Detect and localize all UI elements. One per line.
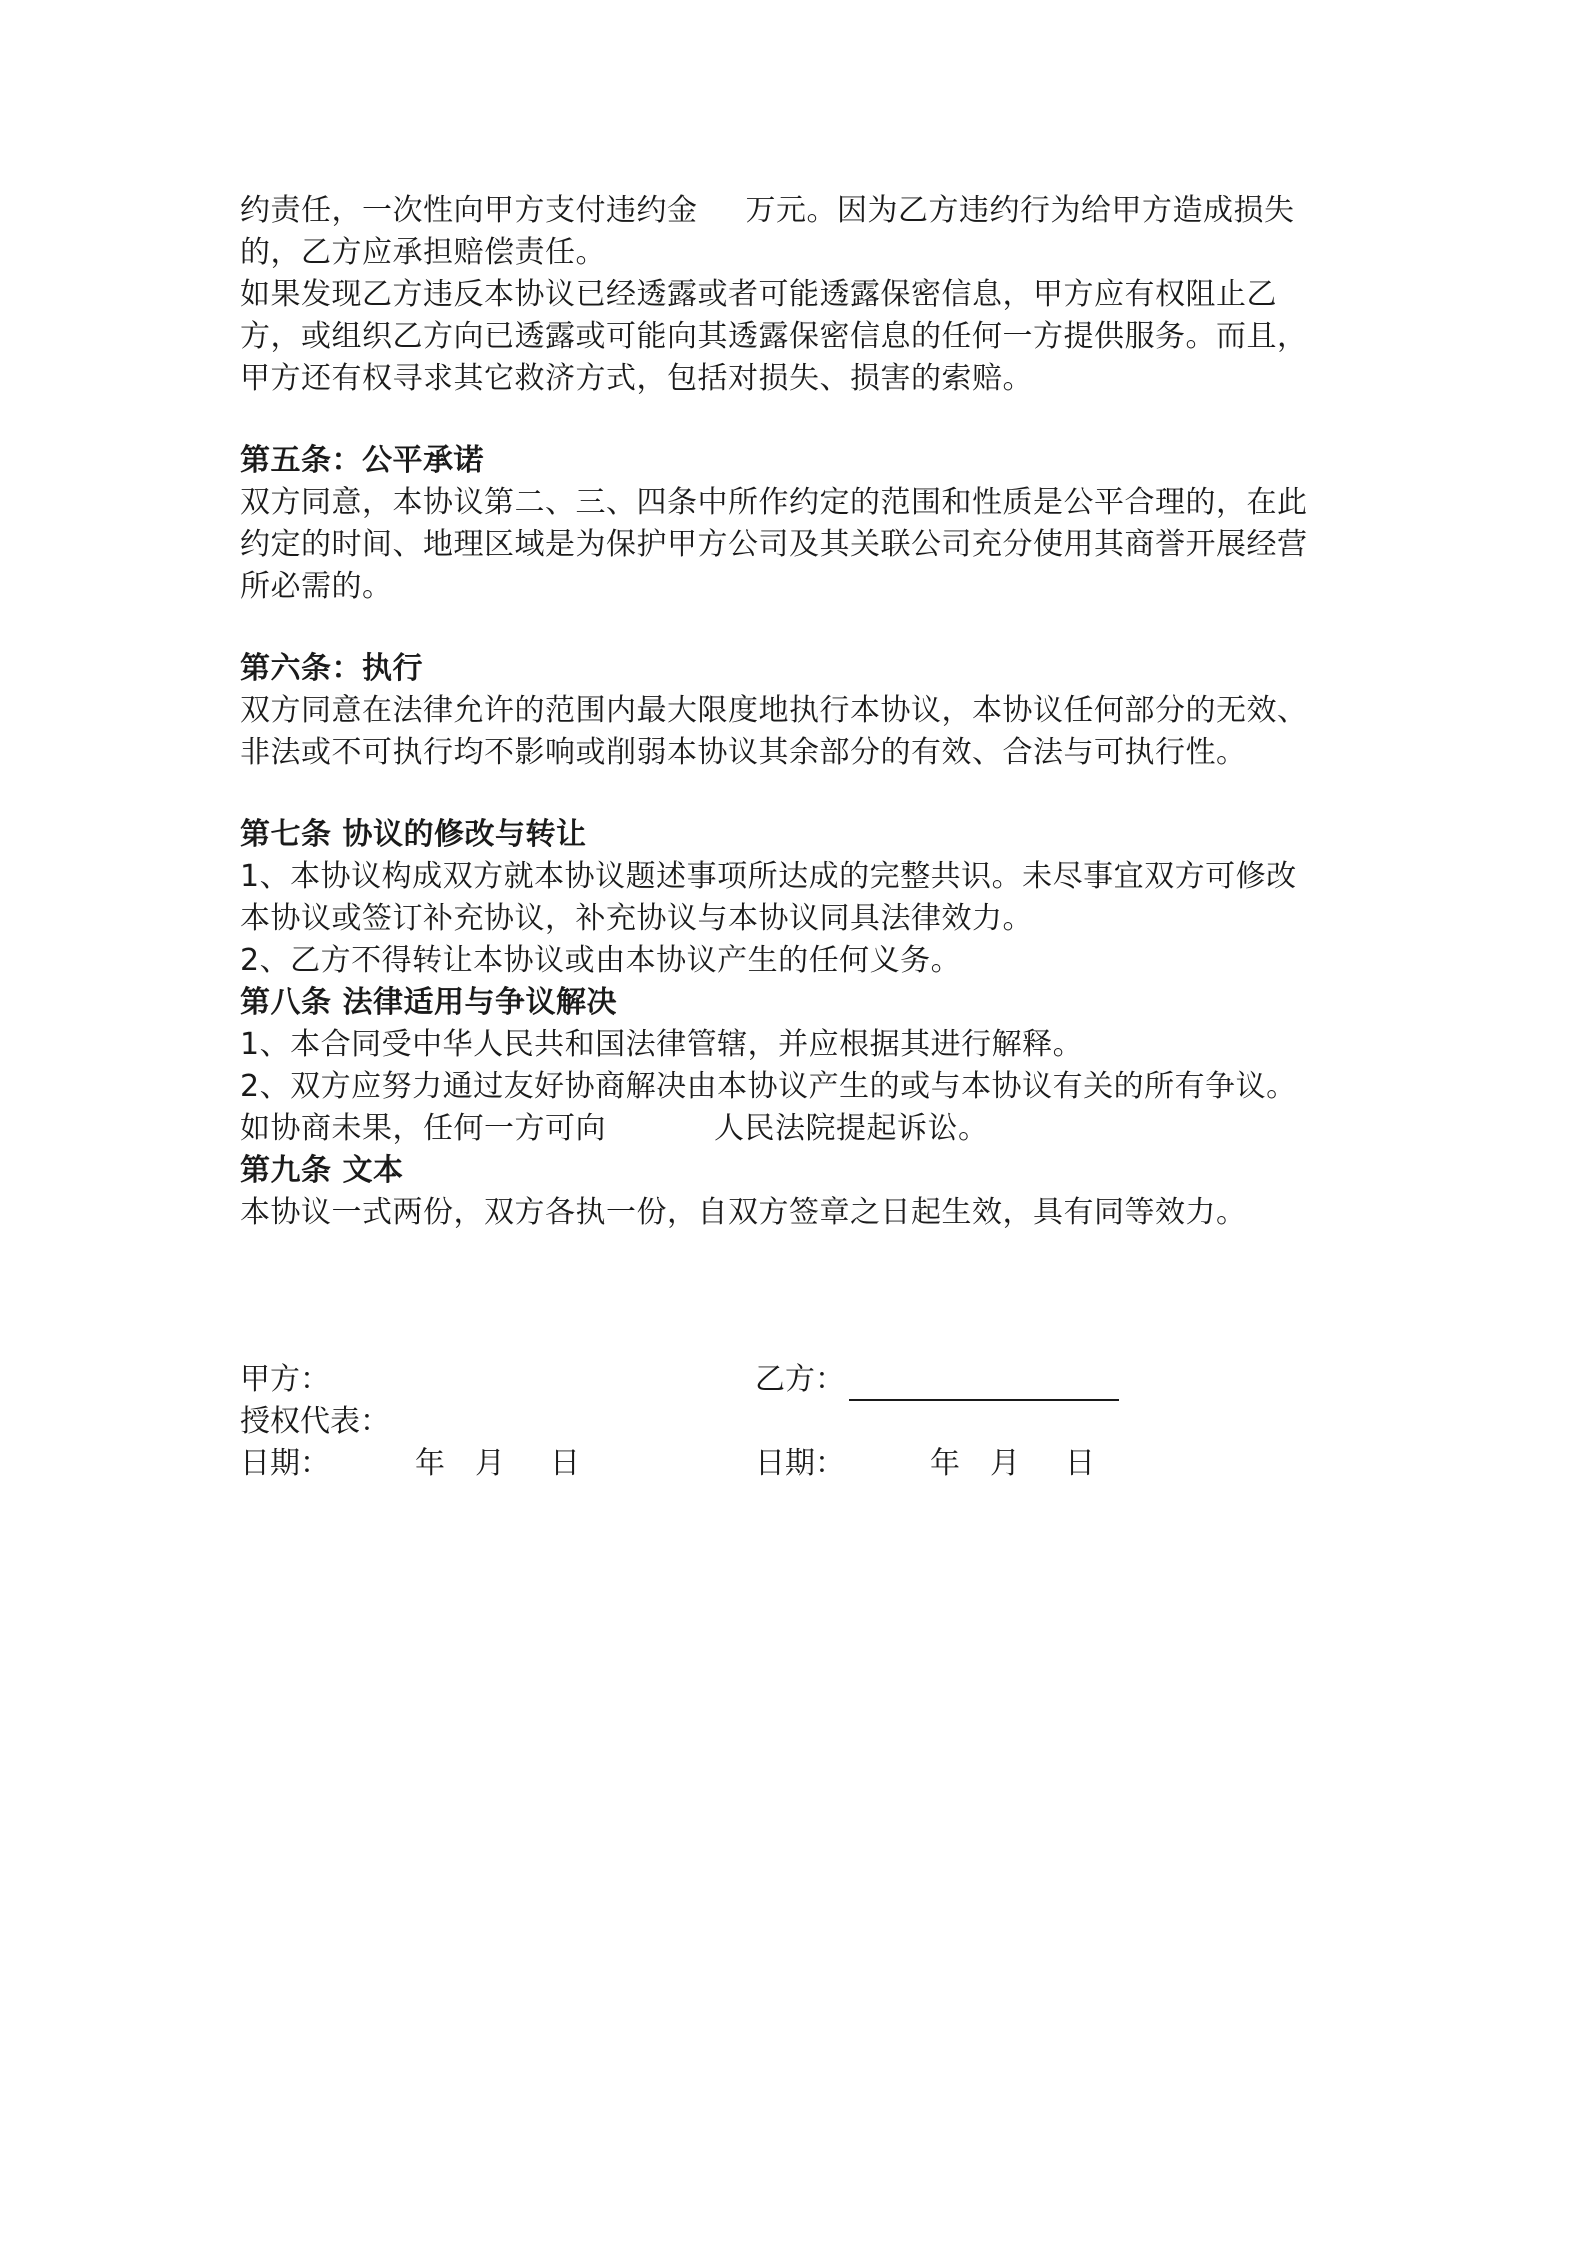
clause4-text: 万元。因为乙方违约行为给甲方造成损失 xyxy=(745,193,1295,228)
clause4-text: 约责任，一次性向甲方支付违约金 xyxy=(240,193,698,228)
clause9-line-1: 本协议一式两份，双方各执一份，自双方签章之日起生效，具有同等效力。 xyxy=(240,1195,1247,1230)
clause4-line-3: 如果发现乙方违反本协议已经透露或者可能透露保密信息，甲方应有权阻止乙 xyxy=(240,277,1277,312)
clause5-heading: 第五条：公平承诺 xyxy=(240,443,484,478)
year-label: 年 xyxy=(415,1446,445,1481)
clause5-line-1: 双方同意，本协议第二、三、四条中所作约定的范围和性质是公平合理的，在此 xyxy=(240,485,1308,520)
clause6-line-1: 双方同意在法律允许的范围内最大限度地执行本协议，本协议任何部分的无效、 xyxy=(240,693,1308,728)
clause4-line-2: 的，乙方应承担赔偿责任。 xyxy=(240,235,606,270)
clause8-text: 如协商未果，任何一方可向 xyxy=(240,1111,606,1146)
clause7-heading: 第七条 协议的修改与转让 xyxy=(240,817,587,852)
clause8-line-3 xyxy=(240,1108,1360,1150)
clause8-heading: 第八条 法律适用与争议解决 xyxy=(240,985,617,1020)
clause7-line-3: 2、乙方不得转让本协议或由本协议产生的任何义务。 xyxy=(240,943,962,978)
party-a-date xyxy=(240,1443,580,1485)
clause6-line-2: 非法或不可执行均不影响或削弱本协议其余部分的有效、合法与可执行性。 xyxy=(240,735,1247,770)
year-label: 年 xyxy=(930,1446,960,1481)
clause9-heading: 第九条 文本 xyxy=(240,1153,404,1188)
clause4-line-1 xyxy=(240,190,1360,232)
authorized-rep-label: 授权代表： xyxy=(240,1404,390,1439)
spacer xyxy=(240,774,1360,814)
signature-party-row xyxy=(240,1359,1360,1401)
signature-date-row xyxy=(240,1443,1360,1485)
month-label: 月 xyxy=(990,1446,1020,1481)
date-label: 日期： xyxy=(240,1446,330,1481)
clause7-line-2: 本协议或签订补充协议，补充协议与本协议同具法律效力。 xyxy=(240,901,1033,936)
clause4-line-5: 甲方还有权寻求其它救济方式，包括对损失、损害的索赔。 xyxy=(240,361,1033,396)
day-label: 日 xyxy=(550,1446,580,1481)
date-label: 日期： xyxy=(755,1446,845,1481)
party-b-date xyxy=(755,1443,1095,1485)
party-b-signature-line xyxy=(849,1369,1119,1401)
clause7-line-1: 1、本协议构成双方就本协议题述事项所达成的完整共识。未尽事宜双方可修改 xyxy=(240,859,1297,894)
clause4-line-4: 方，或组织乙方向已透露或可能向其透露保密信息的任何一方提供服务。而且， xyxy=(240,319,1308,354)
party-b-label: 乙方： xyxy=(755,1362,845,1397)
clause5-line-3: 所必需的。 xyxy=(240,569,393,604)
clause8-line-2: 2、双方应努力通过友好协商解决由本协议产生的或与本协议有关的所有争议。 xyxy=(240,1069,1297,1104)
clause6-heading: 第六条：执行 xyxy=(240,651,423,686)
spacer xyxy=(240,608,1360,648)
day-label: 日 xyxy=(1065,1446,1095,1481)
signature-rep-row xyxy=(240,1401,1360,1443)
clause8-line-1: 1、本合同受中华人民共和国法律管辖，并应根据其进行解释。 xyxy=(240,1027,1084,1062)
clause8-text: 人民法院提起诉讼。 xyxy=(714,1111,989,1146)
party-a-label: 甲方： xyxy=(240,1362,330,1397)
spacer xyxy=(240,1234,1360,1359)
document-body xyxy=(240,190,1360,1485)
clause5-line-2: 约定的时间、地理区域是为保护甲方公司及其关联公司充分使用其商誉开展经营 xyxy=(240,527,1308,562)
month-label: 月 xyxy=(475,1446,505,1481)
spacer xyxy=(240,400,1360,440)
party-b-field xyxy=(755,1359,1119,1401)
